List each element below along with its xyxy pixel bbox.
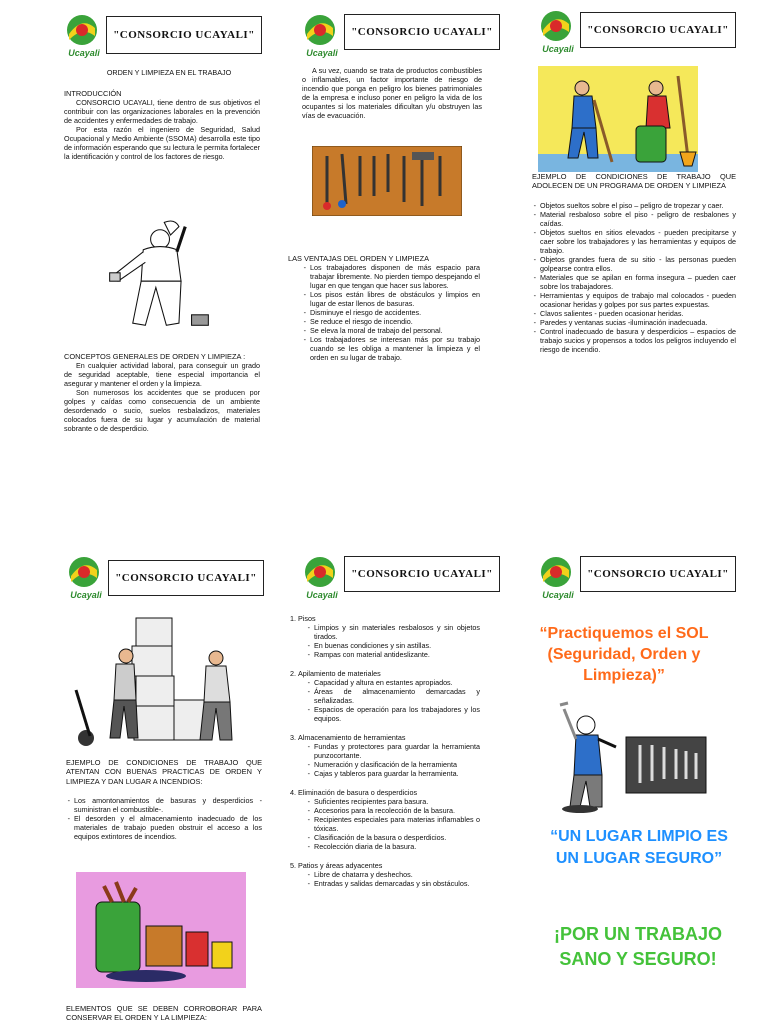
section-apilamiento xyxy=(298,669,480,723)
section-title: Pisos xyxy=(298,614,316,623)
slogan-trabajo-seguro: ¡POR UN TRABAJO SANO Y SEGURO! xyxy=(553,924,722,970)
section-title: Eliminación de basura o desperdicios xyxy=(298,788,418,797)
list-item: - Materiales que se apilan en forma insegura – pueden caer sobre los trabajadores. xyxy=(540,273,736,291)
brand-text: Ucayali xyxy=(70,590,102,600)
list-item: - Rampas con material antideslizante. xyxy=(314,650,480,659)
cleaning-workers-illustration xyxy=(538,66,698,172)
intro-paragraph-2: Por esta razón el ingeniero de Seguridad, Salud Ocupacional y Medio Ambiente (SSOMA) desarrolla este tipo de información esperando que su lectura le permita fortalecer la identificación y control de los factores de riesgo. xyxy=(64,125,260,162)
panel-5 xyxy=(298,556,502,1026)
list-item: - Espacios de operación para los trabajadores y los equipos. xyxy=(314,705,480,723)
header xyxy=(538,556,738,608)
conditions-list xyxy=(532,201,736,354)
list-item: - Recolección diaria de la basura. xyxy=(314,842,480,851)
list-item: - Fundas y protectores para guardar la herramienta punzocortante. xyxy=(314,742,480,760)
section-title: Apilamiento de materiales xyxy=(298,669,381,678)
panel-2 xyxy=(288,14,502,484)
list-item: - Limpios y sin materiales resbalosos y sin objetos tirados. xyxy=(314,623,480,641)
panel-6 xyxy=(538,556,738,1026)
list-item: - El desorden y el almacenamiento inadecuado de los materiales de trabajo pueden obstruir el acceso a los equipos extintores de incendios. xyxy=(74,814,262,841)
intro-title: INTRODUCCIÓN xyxy=(64,89,122,98)
list-item: - Clasificación de la basura o desperdicios. xyxy=(314,833,480,842)
list-item: - Los amontonamientos de basuras y desperdicios - suministran el combustible-. xyxy=(74,796,262,814)
list-item: - Clavos salientes - pueden ocasionar heridas. xyxy=(540,309,736,318)
section-herramientas xyxy=(298,733,480,778)
fire-risk-paragraph: A su vez, cuando se trata de productos combustibles o inflamables, un factor importante de riesgo de incendio que ponga en peligro los bienes patrimoniales de la empresa e incluso poner en peligro la vida de los ocupantes si los materiales dificultan y/u obstruyen las vías de evacuación. xyxy=(302,66,482,120)
title-box: "CONSORCIO UCAYALI" xyxy=(344,556,500,592)
elements-title: ELEMENTOS QUE SE DEBEN CORROBORAR PARA CONSERVAR EL ORDEN Y LA LIMPIEZA: xyxy=(66,1004,262,1023)
header xyxy=(302,14,502,66)
brand-text: Ucayali xyxy=(68,48,100,58)
list-item: - Recipientes especiales para materias inflamables o tóxicas. xyxy=(314,815,480,833)
title-box: "CONSORCIO UCAYALI" xyxy=(580,12,736,48)
advantages-list xyxy=(288,263,480,362)
header xyxy=(302,556,502,608)
list-item: - Material resbaloso sobre el piso - peligro de resbalones y caídas. xyxy=(540,210,736,228)
conditions-title: EJEMPLO DE CONDICIONES DE TRABAJO QUE ADOLECEN DE UN PROGRAMA DE ORDEN Y LIMPIEZA xyxy=(532,172,736,191)
section-pisos xyxy=(298,614,480,659)
list-item: - Se reduce el riesgo de incendio. xyxy=(310,317,480,326)
list-item: - Numeración y clasificación de la herramienta xyxy=(314,760,480,769)
intro-paragraph-1: CONSORCIO UCAYALI, tiene dentro de sus objetivos el contribuir con las organizaciones laborales en la prevención de accidentes y enfermedades de trabajo. xyxy=(64,98,260,126)
header xyxy=(66,556,266,608)
list-item: - Objetos sueltos sobre el piso – peligro de tropezar y caer. xyxy=(540,201,736,210)
list-item: - Los trabajadores se interesan más por su trabajo cuando se les obliga a mantener la limpieza y el orden en su lugar de trabajo. xyxy=(310,335,480,362)
title-box: "CONSORCIO UCAYALI" xyxy=(580,556,736,592)
list-item: - Cajas y tableros para guardar la herramienta. xyxy=(314,769,480,778)
section-title: Patios y áreas adyacentes xyxy=(298,861,383,870)
list-item: - Accesorios para la recolección de la basura. xyxy=(314,806,480,815)
list-item: - Se eleva la moral de trabajo del personal. xyxy=(310,326,480,335)
panel-4 xyxy=(66,556,266,1026)
list-item: - Los pisos están libres de obstáculos y limpios en lugar de estar llenos de basuras. xyxy=(310,290,480,308)
slogan-sol: “Practiquemos el SOL (Seguridad, Orden y Limpieza)” xyxy=(539,625,709,684)
brand-text: Ucayali xyxy=(542,44,574,54)
concepts-paragraph-1: En cualquier actividad laboral, para conseguir un grado de seguridad aceptable, tiene especial importancia el asegurar y mantener el orden y la limpieza. xyxy=(64,361,260,389)
list-item: - Libre de chatarra y deshechos. xyxy=(314,870,480,879)
fire-conditions-title: EJEMPLO DE CONDICIONES DE TRABAJO QUE ATENTAN CON BUENAS PRACTICAS DE ORDEN Y LIMPIEZA Y DAN LUGAR A INCENDIOS: xyxy=(66,758,262,786)
list-item: - Disminuye el riesgo de accidentes. xyxy=(310,308,480,317)
list-item: - Paredes y ventanas sucias -iluminación inadecuada. xyxy=(540,318,736,327)
section-title: Almacenamiento de herramientas xyxy=(298,733,406,742)
boxes-workers-illustration xyxy=(66,610,246,750)
section-patios xyxy=(298,861,480,888)
brand-text: Ucayali xyxy=(306,48,338,58)
list-item: - Suficientes recipientes para basura. xyxy=(314,797,480,806)
title-box: "CONSORCIO UCAYALI" xyxy=(106,16,262,54)
brand-text: Ucayali xyxy=(306,590,338,600)
header xyxy=(538,10,738,62)
trash-fire-illustration xyxy=(76,872,246,988)
list-item: - Entradas y salidas demarcadas y sin obstáculos. xyxy=(314,879,480,888)
list-item: - En buenas condiciones y sin astillas. xyxy=(314,641,480,650)
page-heading: ORDEN Y LIMPIEZA EN EL TRABAJO xyxy=(106,68,232,77)
elements-list xyxy=(286,614,480,888)
title-box: "CONSORCIO UCAYALI" xyxy=(108,560,264,596)
list-item: - Objetos sueltos en sitios elevados - pueden precipitarse y caer sobre los trabajadores y las herramientas y equipos de trabajo. xyxy=(540,228,736,255)
list-item: - Capacidad y altura en estantes apropiados. xyxy=(314,678,480,687)
mechanic-illustration xyxy=(558,694,708,816)
header xyxy=(64,14,264,66)
tool-board-illustration xyxy=(312,146,462,216)
list-item: - Áreas de almacenamiento demarcadas y señalizadas. xyxy=(314,687,480,705)
section-basura xyxy=(298,788,480,851)
slogan-lugar-limpio: “UN LUGAR LIMPIO ES UN LUGAR SEGURO” xyxy=(550,828,728,867)
fire-conditions-list xyxy=(66,796,262,841)
concepts-paragraph-2: Son numerosos los accidentes que se producen por golpes y caídas como consecuencia de un ambiente desordenado o sucio, suelos resbaladizos, materiales colocados fuera de su lugar y acumulación de material sobrante o de desperdicio. xyxy=(64,388,260,434)
title-box: "CONSORCIO UCAYALI" xyxy=(344,14,500,50)
list-item: - Control inadecuado de basura y desperdicios – espacios de trabajo sucios y propensos a todos los peligros incluyendo el riesgo de incendio. xyxy=(540,327,736,354)
brand-text: Ucayali xyxy=(542,590,574,600)
worker-illustration xyxy=(100,214,218,340)
list-item: - Herramientas y equipos de trabajo mal colocados - pueden ocasionar heridas y golpes por sus partes expuestas. xyxy=(540,291,736,309)
concepts-title: CONCEPTOS GENERALES DE ORDEN Y LIMPIEZA : xyxy=(64,352,246,361)
list-item: - Objetos grandes fuera de su sitio - las personas pueden golpearse contra ellos. xyxy=(540,255,736,273)
list-item: - Los trabajadores disponen de más espacio para trabajar libremente. No pierden tiempo despejando el lugar en que tengan que hacer sus labores. xyxy=(310,263,480,290)
panel-3 xyxy=(532,10,738,480)
panel-1 xyxy=(64,14,264,484)
advantages-title: LAS VENTAJAS DEL ORDEN Y LIMPIEZA xyxy=(288,254,430,263)
